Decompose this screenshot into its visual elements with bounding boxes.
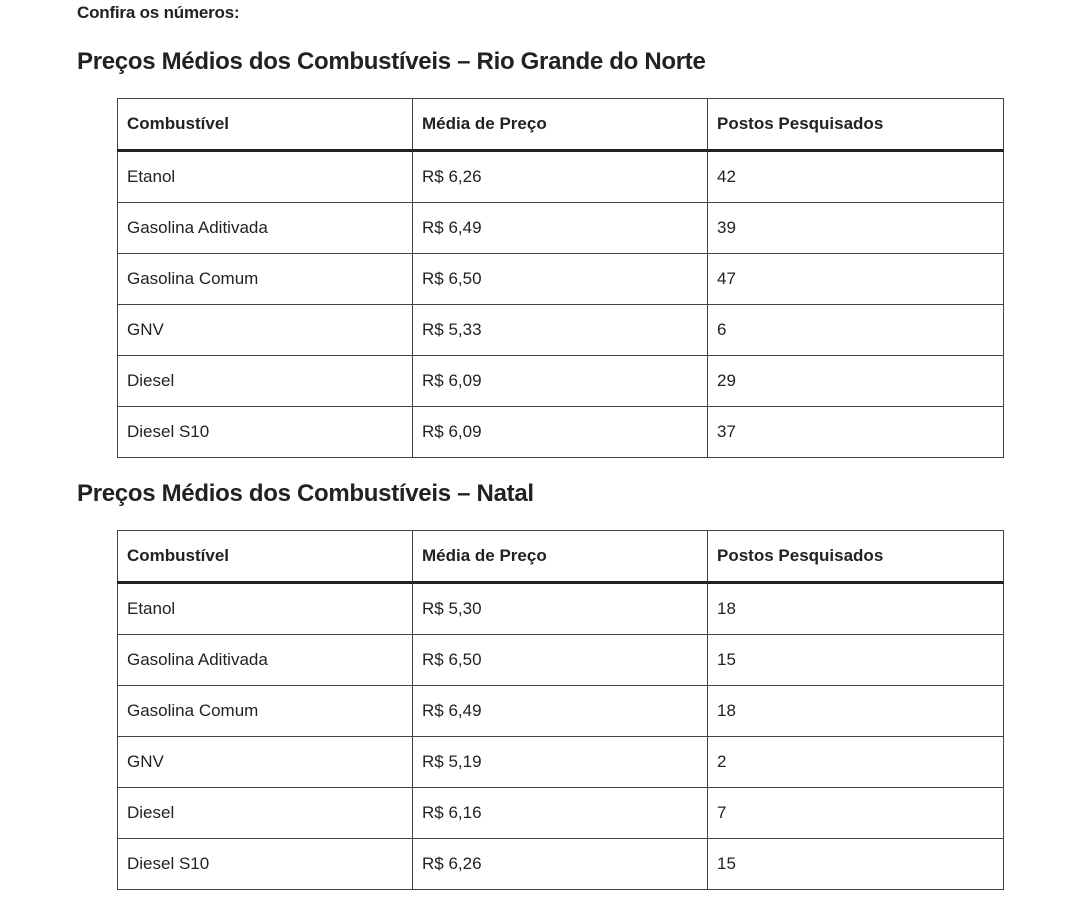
cell-fuel: Diesel S10 (118, 407, 413, 458)
table-row (118, 203, 1004, 254)
column-header-stations: Postos Pesquisados (708, 99, 1004, 151)
cell-fuel: Gasolina Comum (118, 254, 413, 305)
cell-stations: 18 (708, 686, 1004, 737)
cell-avg-price: R$ 6,49 (413, 686, 708, 737)
cell-stations: 42 (708, 151, 1004, 203)
cell-fuel: GNV (118, 737, 413, 788)
cell-fuel: Diesel (118, 788, 413, 839)
cell-fuel: Gasolina Aditivada (118, 635, 413, 686)
cell-avg-price: R$ 6,16 (413, 788, 708, 839)
column-header-fuel: Combustível (118, 99, 413, 151)
cell-stations: 29 (708, 356, 1004, 407)
table-row (118, 407, 1004, 458)
cell-avg-price: R$ 6,50 (413, 635, 708, 686)
cell-stations: 7 (708, 788, 1004, 839)
cell-avg-price: R$ 6,50 (413, 254, 708, 305)
fuel-prices-table-natal (117, 530, 1004, 890)
cell-avg-price: R$ 5,33 (413, 305, 708, 356)
cell-stations: 39 (708, 203, 1004, 254)
table-row (118, 356, 1004, 407)
cell-stations: 15 (708, 635, 1004, 686)
table-row (118, 788, 1004, 839)
fuel-prices-table-rio-grande-do-norte (117, 98, 1004, 458)
section-title-natal: Preços Médios dos Combustíveis – Natal (77, 480, 534, 507)
cell-fuel: Etanol (118, 583, 413, 635)
table-row (118, 305, 1004, 356)
cell-fuel: Diesel S10 (118, 839, 413, 890)
cell-fuel: Gasolina Comum (118, 686, 413, 737)
cell-avg-price: R$ 6,09 (413, 356, 708, 407)
cell-stations: 6 (708, 305, 1004, 356)
cell-fuel: Etanol (118, 151, 413, 203)
cell-avg-price: R$ 5,30 (413, 583, 708, 635)
cell-stations: 2 (708, 737, 1004, 788)
table-row (118, 254, 1004, 305)
column-header-avg-price: Média de Preço (413, 531, 708, 583)
column-header-fuel: Combustível (118, 531, 413, 583)
cell-fuel: Diesel (118, 356, 413, 407)
cell-avg-price: R$ 6,26 (413, 151, 708, 203)
intro-text: Confira os números: (77, 3, 240, 22)
cell-stations: 47 (708, 254, 1004, 305)
table-row (118, 737, 1004, 788)
section-title-rio-grande-do-norte: Preços Médios dos Combustíveis – Rio Grande do Norte (77, 48, 706, 75)
table-row (118, 635, 1004, 686)
table-row (118, 151, 1004, 203)
table-header-row (118, 99, 1004, 151)
cell-stations: 18 (708, 583, 1004, 635)
column-header-stations: Postos Pesquisados (708, 531, 1004, 583)
cell-avg-price: R$ 6,26 (413, 839, 708, 890)
cell-avg-price: R$ 5,19 (413, 737, 708, 788)
column-header-avg-price: Média de Preço (413, 99, 708, 151)
cell-stations: 37 (708, 407, 1004, 458)
table-row (118, 839, 1004, 890)
table-header-row (118, 531, 1004, 583)
cell-fuel: GNV (118, 305, 413, 356)
cell-stations: 15 (708, 839, 1004, 890)
table-row (118, 583, 1004, 635)
cell-fuel: Gasolina Aditivada (118, 203, 413, 254)
table-row (118, 686, 1004, 737)
cell-avg-price: R$ 6,49 (413, 203, 708, 254)
cell-avg-price: R$ 6,09 (413, 407, 708, 458)
